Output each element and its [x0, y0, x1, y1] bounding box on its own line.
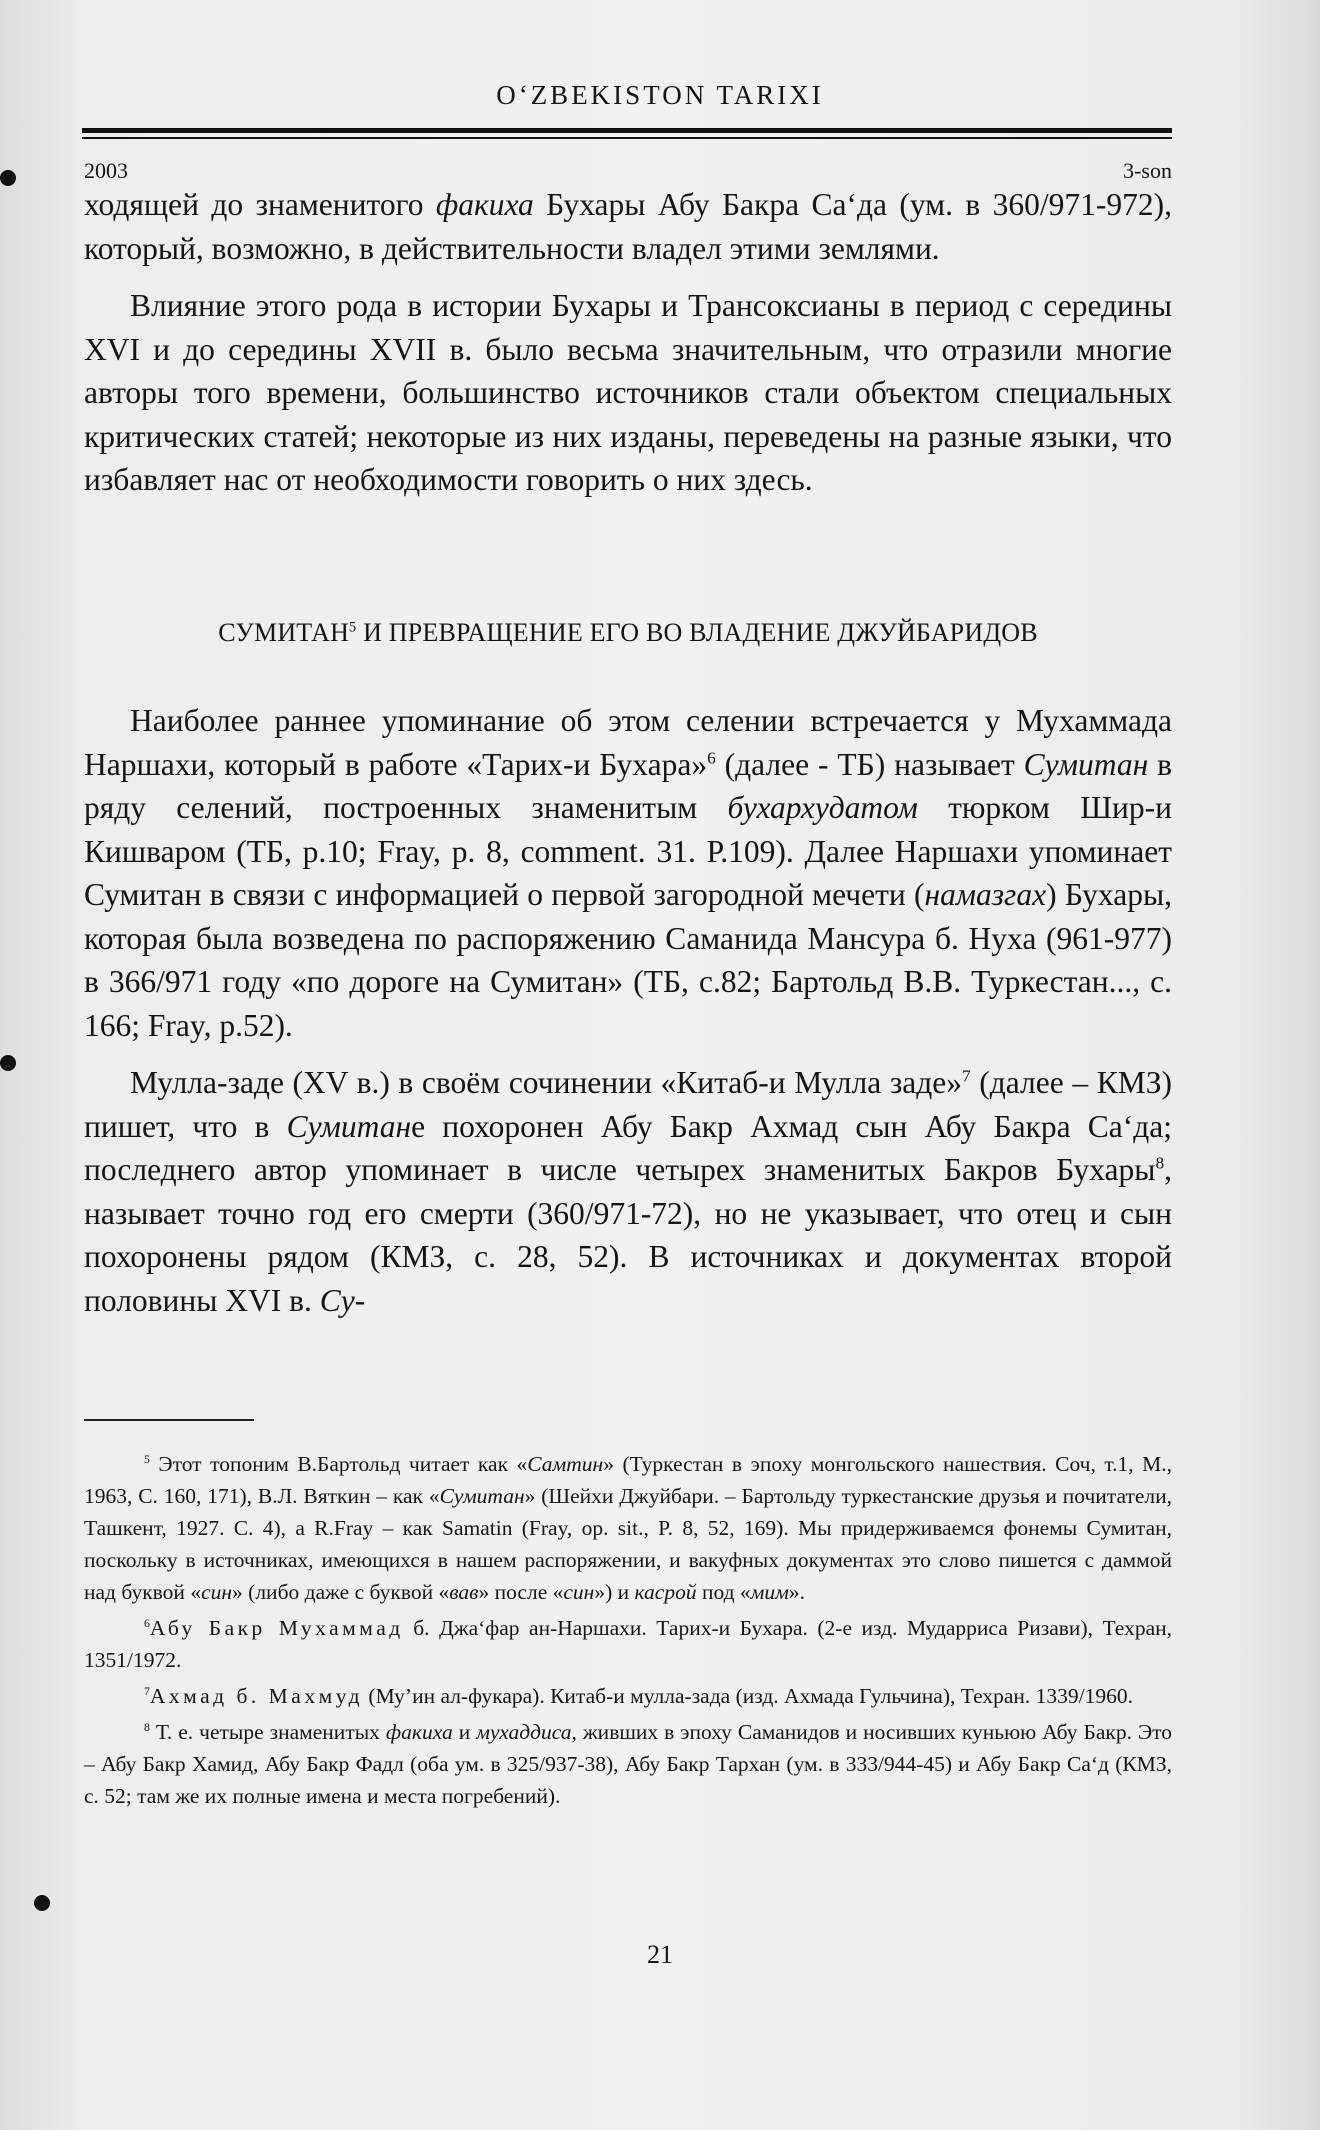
header-rule-thin: [82, 137, 1172, 139]
page-number: 21: [647, 1940, 673, 1969]
paragraph: Влияние этого рода в истории Бухары и Трансоксианы в период с середины XVI и до середины XVII в. было весьма значительным, что отразили многие авторы того времени, большинство источников стали объектом специальных критических статей; некоторые из них изданы, переведены на разные языки, что избавляет нас от необходимости говорить о них здесь.: [84, 288, 1172, 497]
footnote: $^5$ Этот топоним В.Бартольд читает как «Самтин» (Туркестан в эпоху монгольского нашествия. Соч, т.1, М., 1963, С. 160, 171), В.Л. Вяткин – как «Сумитан» (Шейхи Джуйбари. – Бартольду туркестанские друзья и почитатели, Ташкент, 1927. С. 4), а R.Fray – как Samatin (Fray, op. sit., P. 8, 52, 169). Мы придерживаемся фонемы Сумитан, поскольку в источниках, имеющихся в нашем распоряжении, и вакуфных документах это слово пишется с даммой над буквой «син» (либо даже с буквой «вав» после «син») и касрой под «мим».: [84, 1451, 1172, 1604]
article-body-bottom: [84, 699, 1172, 1322]
section-heading: СУМИТАН$^5$ И ПРЕВРАЩЕНИЕ ЕГО ВО ВЛАДЕНИЕ ДЖУЙБАРИДОВ: [218, 618, 1038, 647]
footnotes: [84, 1448, 1172, 1812]
issue-number: 3-son: [1123, 158, 1172, 183]
binding-hole-icon: [34, 1895, 50, 1911]
paragraph: ходящей до знаменитого факиха Бухары Абу Бакра Са‘да (ум. в 360/971-972), который, возможно, в действительности владел этими землями.: [84, 187, 1172, 266]
footnote: $^8$ Т. е. четыре знаменитых факиха и мухаддиса, живших в эпоху Саманидов и носивших куньюю Абу Бакр. Это – Абу Бакр Хамид, Абу Бакр Фадл (оба ум. в 325/937-38), Абу Бакр Тархан (ум. в 333/944-45) и Абу Бакр Са‘д (КМЗ, с. 52; там же их полные имена и места погребений).: [84, 1719, 1173, 1808]
footnote-separator: [84, 1419, 254, 1421]
binding-hole-icon: [0, 170, 16, 186]
footnote: $^7$Ахмад б. Махмуд (Му’ин ал-фукара). Китаб-и мулла-зада (изд. Ахмада Гульчина), Техран. 1339/1960.: [144, 1683, 1133, 1708]
journal-title: O‘ZBEKISTON TARIXI: [496, 80, 824, 110]
paragraph: Мулла-заде (XV в.) в своём сочинении «Китаб-и Мулла заде»$^7$ (далее – КМЗ) пишет, что в Сумитане похоронен Абу Бакр Ахмад сын Абу Бакра Са‘да; последнего автор упоминает в числе четырех знаменитых Бакров Бухары$^8$, называет точно год его смерти (360/971-72), но не указывает, что отец и сын похоронены рядом (КМЗ, с. 28, 52). В источниках и документах второй половины XVI в. Су-: [84, 1065, 1173, 1318]
header-rule: [82, 128, 1172, 133]
issue-year: 2003: [84, 158, 128, 183]
paragraph: Наиболее раннее упоминание об этом селении встречается у Мухаммада Наршахи, который в работе «Тарих-и Бухара»$^6$ (далее - ТБ) называет Сумитан в ряду селений, построенных знаменитым бухархудатом тюрком Шир-и Кишваром (ТБ, р.10; Fray, р. 8, comment. 31. Р.109). Далее Наршахи упоминает Сумитан в связи с информацией о первой загородной мечети (намазгах) Бухары, которая была возведена по распоряжению Саманида Мансура б. Нуха (961-977) в 366/971 году «по дороге на Сумитан» (ТБ, с.82; Бартольд В.В. Туркестан..., с. 166; Fray, р.52).: [84, 703, 1173, 1043]
article-body-top: [84, 183, 1172, 502]
footnote: $^6$Абу Бакр Мухаммад б. Джа‘фар ан-Наршахи. Тарих-и Бухара. (2-е изд. Мударриса Ризави), Техран, 1351/1972.: [84, 1615, 1172, 1672]
binding-hole-icon: [0, 1055, 16, 1071]
